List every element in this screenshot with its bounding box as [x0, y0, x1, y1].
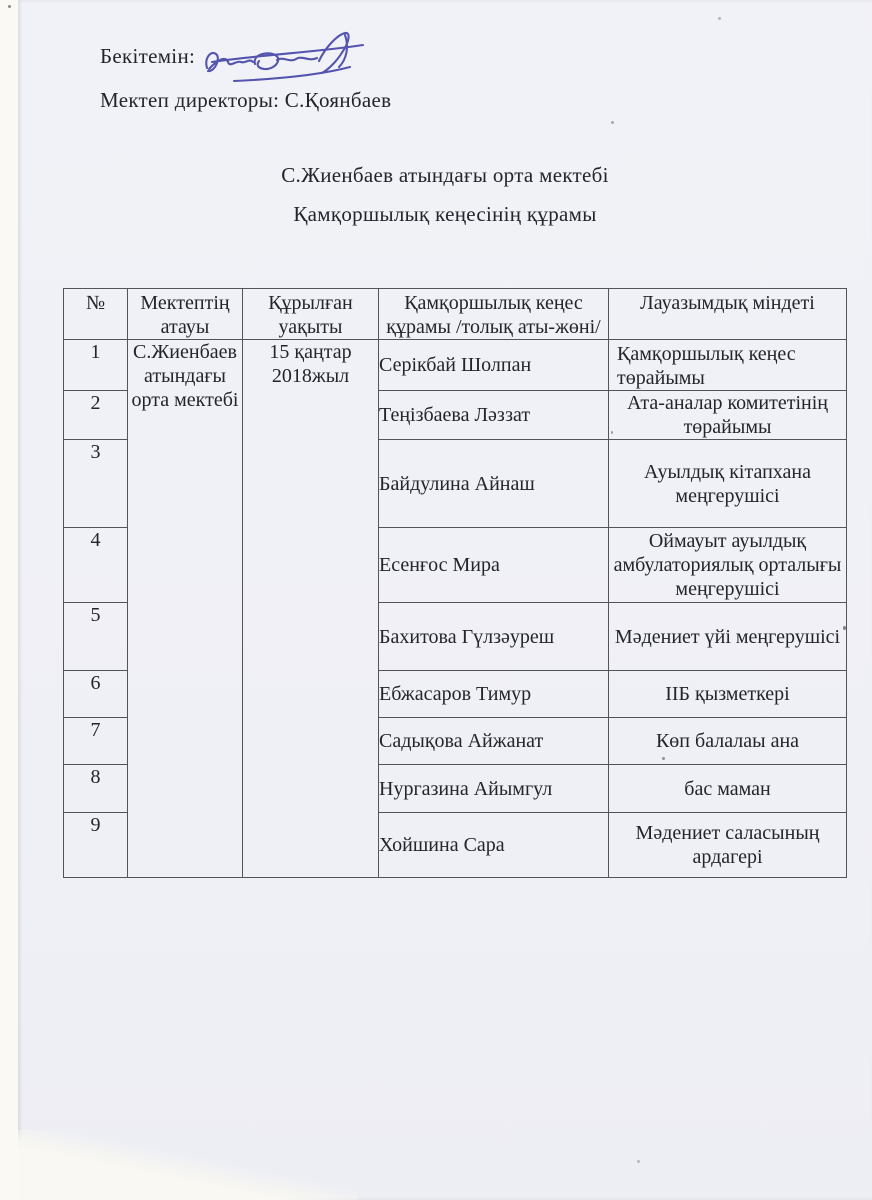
- document-subtitle: Қамқоршылық кеңесінің құрамы: [293, 202, 597, 226]
- col-header-school: Мектептің атауы: [128, 289, 243, 340]
- scan-speck: [718, 17, 721, 20]
- col-header-number: №: [64, 289, 128, 340]
- member-duty: Қамқоршылық кеңес төрайымы: [609, 340, 847, 391]
- member-duty: Ата-аналар комитетінің төрайымы: [609, 391, 847, 440]
- row-number: 3: [64, 440, 128, 528]
- table-row: [64, 340, 847, 391]
- member-duty: бас маман: [609, 765, 847, 813]
- member-duty: Мәдениет саласының ардагері: [609, 813, 847, 878]
- document-title-block: [18, 163, 872, 227]
- member-name: Бахитова Гүлзәуреш: [379, 603, 609, 671]
- member-duty: Көп балалаы ана: [609, 718, 847, 765]
- scan-speck: [8, 5, 11, 8]
- council-table: [63, 288, 847, 878]
- member-name: Байдулина Айнаш: [379, 440, 609, 528]
- row-number: 6: [64, 671, 128, 718]
- member-name: Есенғос Мира: [379, 528, 609, 603]
- member-name: Теңізбаева Ләззат: [379, 391, 609, 440]
- row-number: 9: [64, 813, 128, 878]
- member-name: Нургазина Айымгул: [379, 765, 609, 813]
- document-title: С.Жиенбаев атындағы орта мектебі: [281, 163, 609, 187]
- col-header-duty: Лауазымдық міндеті: [609, 289, 847, 340]
- table-header-row: [64, 289, 847, 340]
- member-name: Ебжасаров Тимур: [379, 671, 609, 718]
- director-signature-image: [198, 28, 368, 90]
- member-duty: Мәдениет үйі меңгерушісі: [609, 603, 847, 671]
- col-header-founded: Құрылған уақыты: [243, 289, 379, 340]
- founded-date-cell: 15 қаңтар 2018жыл: [243, 340, 379, 878]
- row-number: 8: [64, 765, 128, 813]
- member-duty: ІІБ қызметкері: [609, 671, 847, 718]
- approve-label: Бекітемін:: [100, 44, 196, 68]
- member-name: Хойшина Сара: [379, 813, 609, 878]
- member-name: Серікбай Шолпан: [379, 340, 609, 391]
- row-number: 4: [64, 528, 128, 603]
- row-number: 5: [64, 603, 128, 671]
- col-header-members: Қамқоршылық кеңес құрамы /толық аты-жөні/: [379, 289, 609, 340]
- row-number: 1: [64, 340, 128, 391]
- scan-speck: [611, 121, 614, 124]
- director-line: Мектеп директоры: С.Қоянбаев: [100, 88, 392, 112]
- school-name-cell: С.Жиенбаев атындағы орта мектебі: [128, 340, 243, 878]
- paper-bottom-edge: [18, 1130, 358, 1200]
- member-duty: Оймауыт ауылдық амбулаториялық орталығы меңгерушісі: [609, 528, 847, 603]
- row-number: 7: [64, 718, 128, 765]
- row-number: 2: [64, 391, 128, 440]
- scan-speck: [637, 1160, 640, 1163]
- member-duty: Ауылдық кітапхана меңгерушісі: [609, 440, 847, 528]
- member-name: Садықова Айжанат: [379, 718, 609, 765]
